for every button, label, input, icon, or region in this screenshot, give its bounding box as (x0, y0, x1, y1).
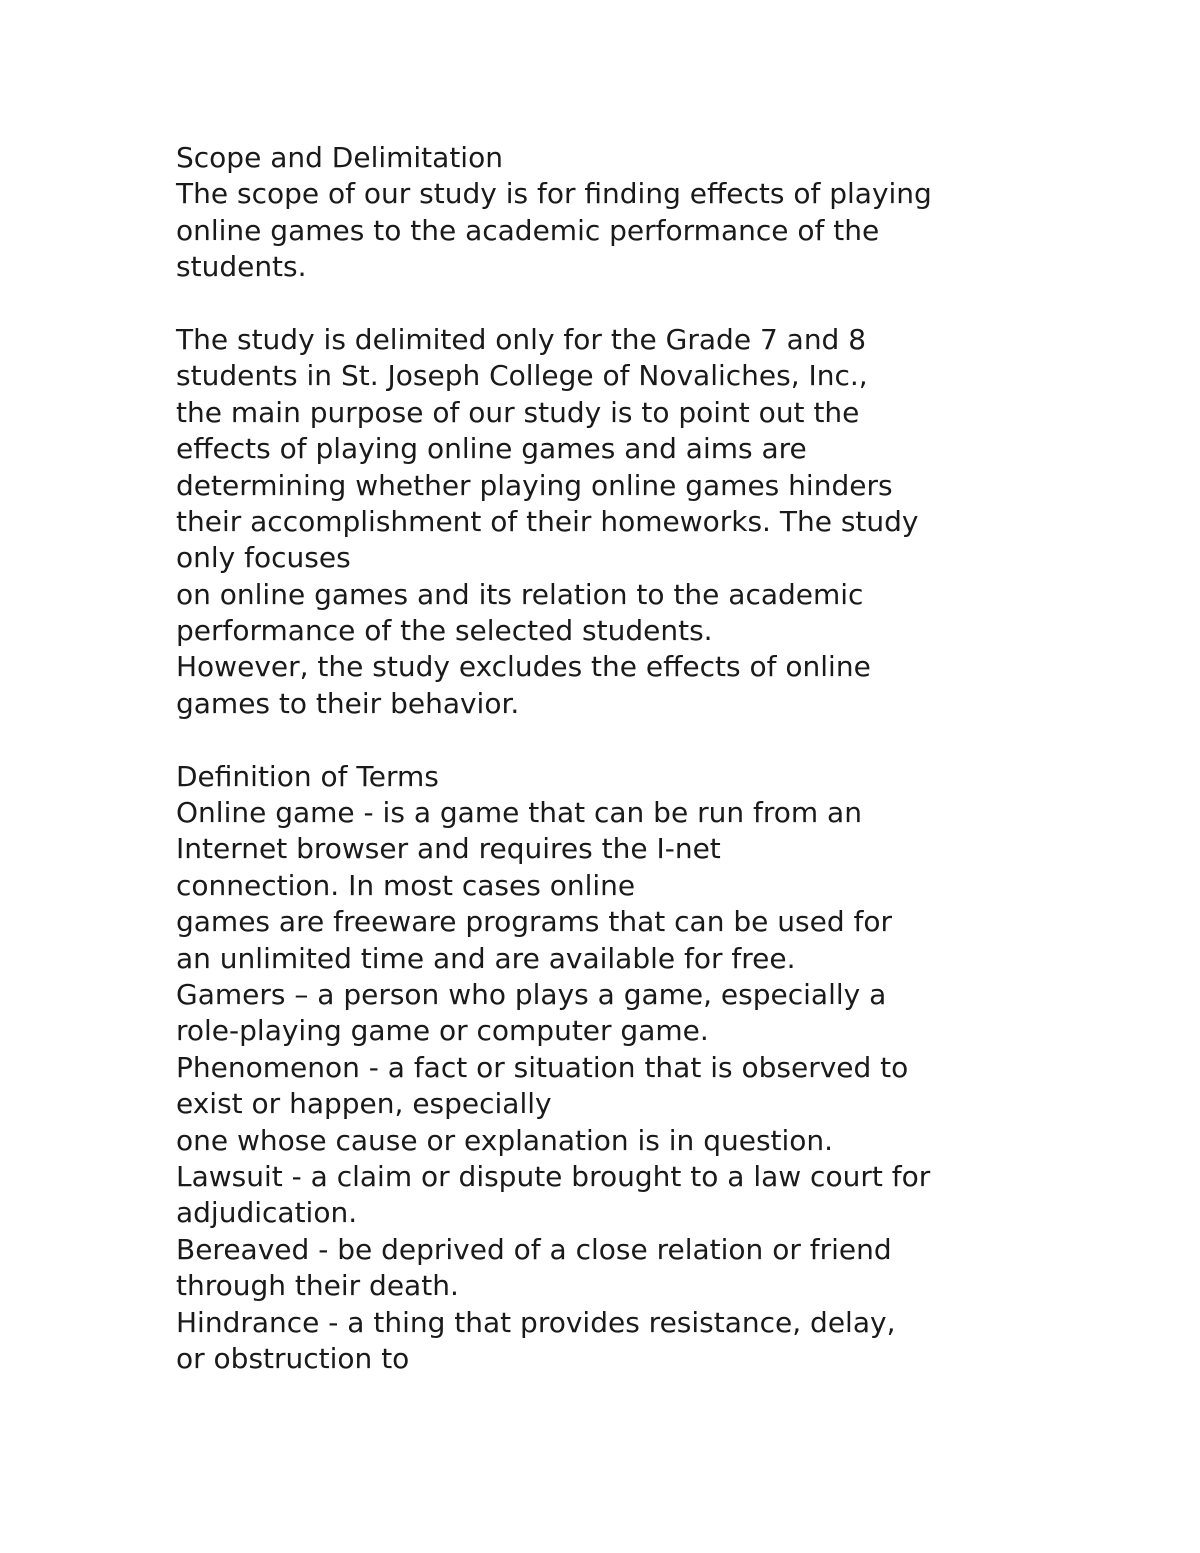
text-line: exist or happen, especially (176, 1087, 552, 1121)
text-line: adjudication. (176, 1196, 358, 1230)
text-line: Hindrance - a thing that provides resistance, delay, (176, 1305, 896, 1339)
text-line: online games to the academic performance of the (176, 213, 880, 247)
text-line: effects of playing online games and aims are (176, 432, 807, 466)
document-body (176, 140, 1076, 1377)
text-line: only focuses (176, 541, 351, 575)
text-line: games are freeware programs that can be used for (176, 905, 892, 939)
blank-line (176, 722, 1076, 758)
section-heading-scope: Scope and Delimitation (176, 141, 503, 174)
text-line: through their death. (176, 1269, 459, 1303)
text-line: the main purpose of our study is to point out the (176, 395, 860, 429)
section-heading-definitions: Definition of Terms (176, 759, 439, 793)
text-line: The scope of our study is for finding effects of playing (176, 177, 932, 211)
text-line: Phenomenon - a fact or situation that is observed to (176, 1050, 909, 1084)
text-line: on online games and its relation to the academic (176, 577, 864, 611)
text-line: games to their behavior. (176, 686, 520, 720)
text-line: determining whether playing online games hinders (176, 468, 893, 502)
text-line: Internet browser and requires the I-net (176, 832, 721, 866)
text-line: However, the study excludes the effects of online (176, 650, 871, 684)
text-line: connection. In most cases online (176, 868, 636, 902)
text-line: The study is delimited only for the Grade 7 and 8 (176, 322, 867, 356)
text-line: students. (176, 250, 307, 284)
text-line: their accomplishment of their homeworks. The study (176, 504, 919, 538)
text-line: role-playing game or computer game. (176, 1014, 709, 1048)
text-line: one whose cause or explanation is in question. (176, 1123, 834, 1157)
text-line: Bereaved - be deprived of a close relation or friend (176, 1232, 892, 1266)
blank-line (176, 286, 1076, 322)
text-line: performance of the selected students. (176, 614, 713, 648)
text-line: or obstruction to (176, 1341, 410, 1375)
text-line: Gamers – a person who plays a game, especially a (176, 977, 887, 1011)
text-line: an unlimited time and are available for free. (176, 941, 796, 975)
text-line: Online game - is a game that can be run from an (176, 796, 862, 830)
text-line: Lawsuit - a claim or dispute brought to a law court for (176, 1159, 931, 1193)
text-line: students in St. Joseph College of Novaliches, Inc., (176, 359, 868, 393)
